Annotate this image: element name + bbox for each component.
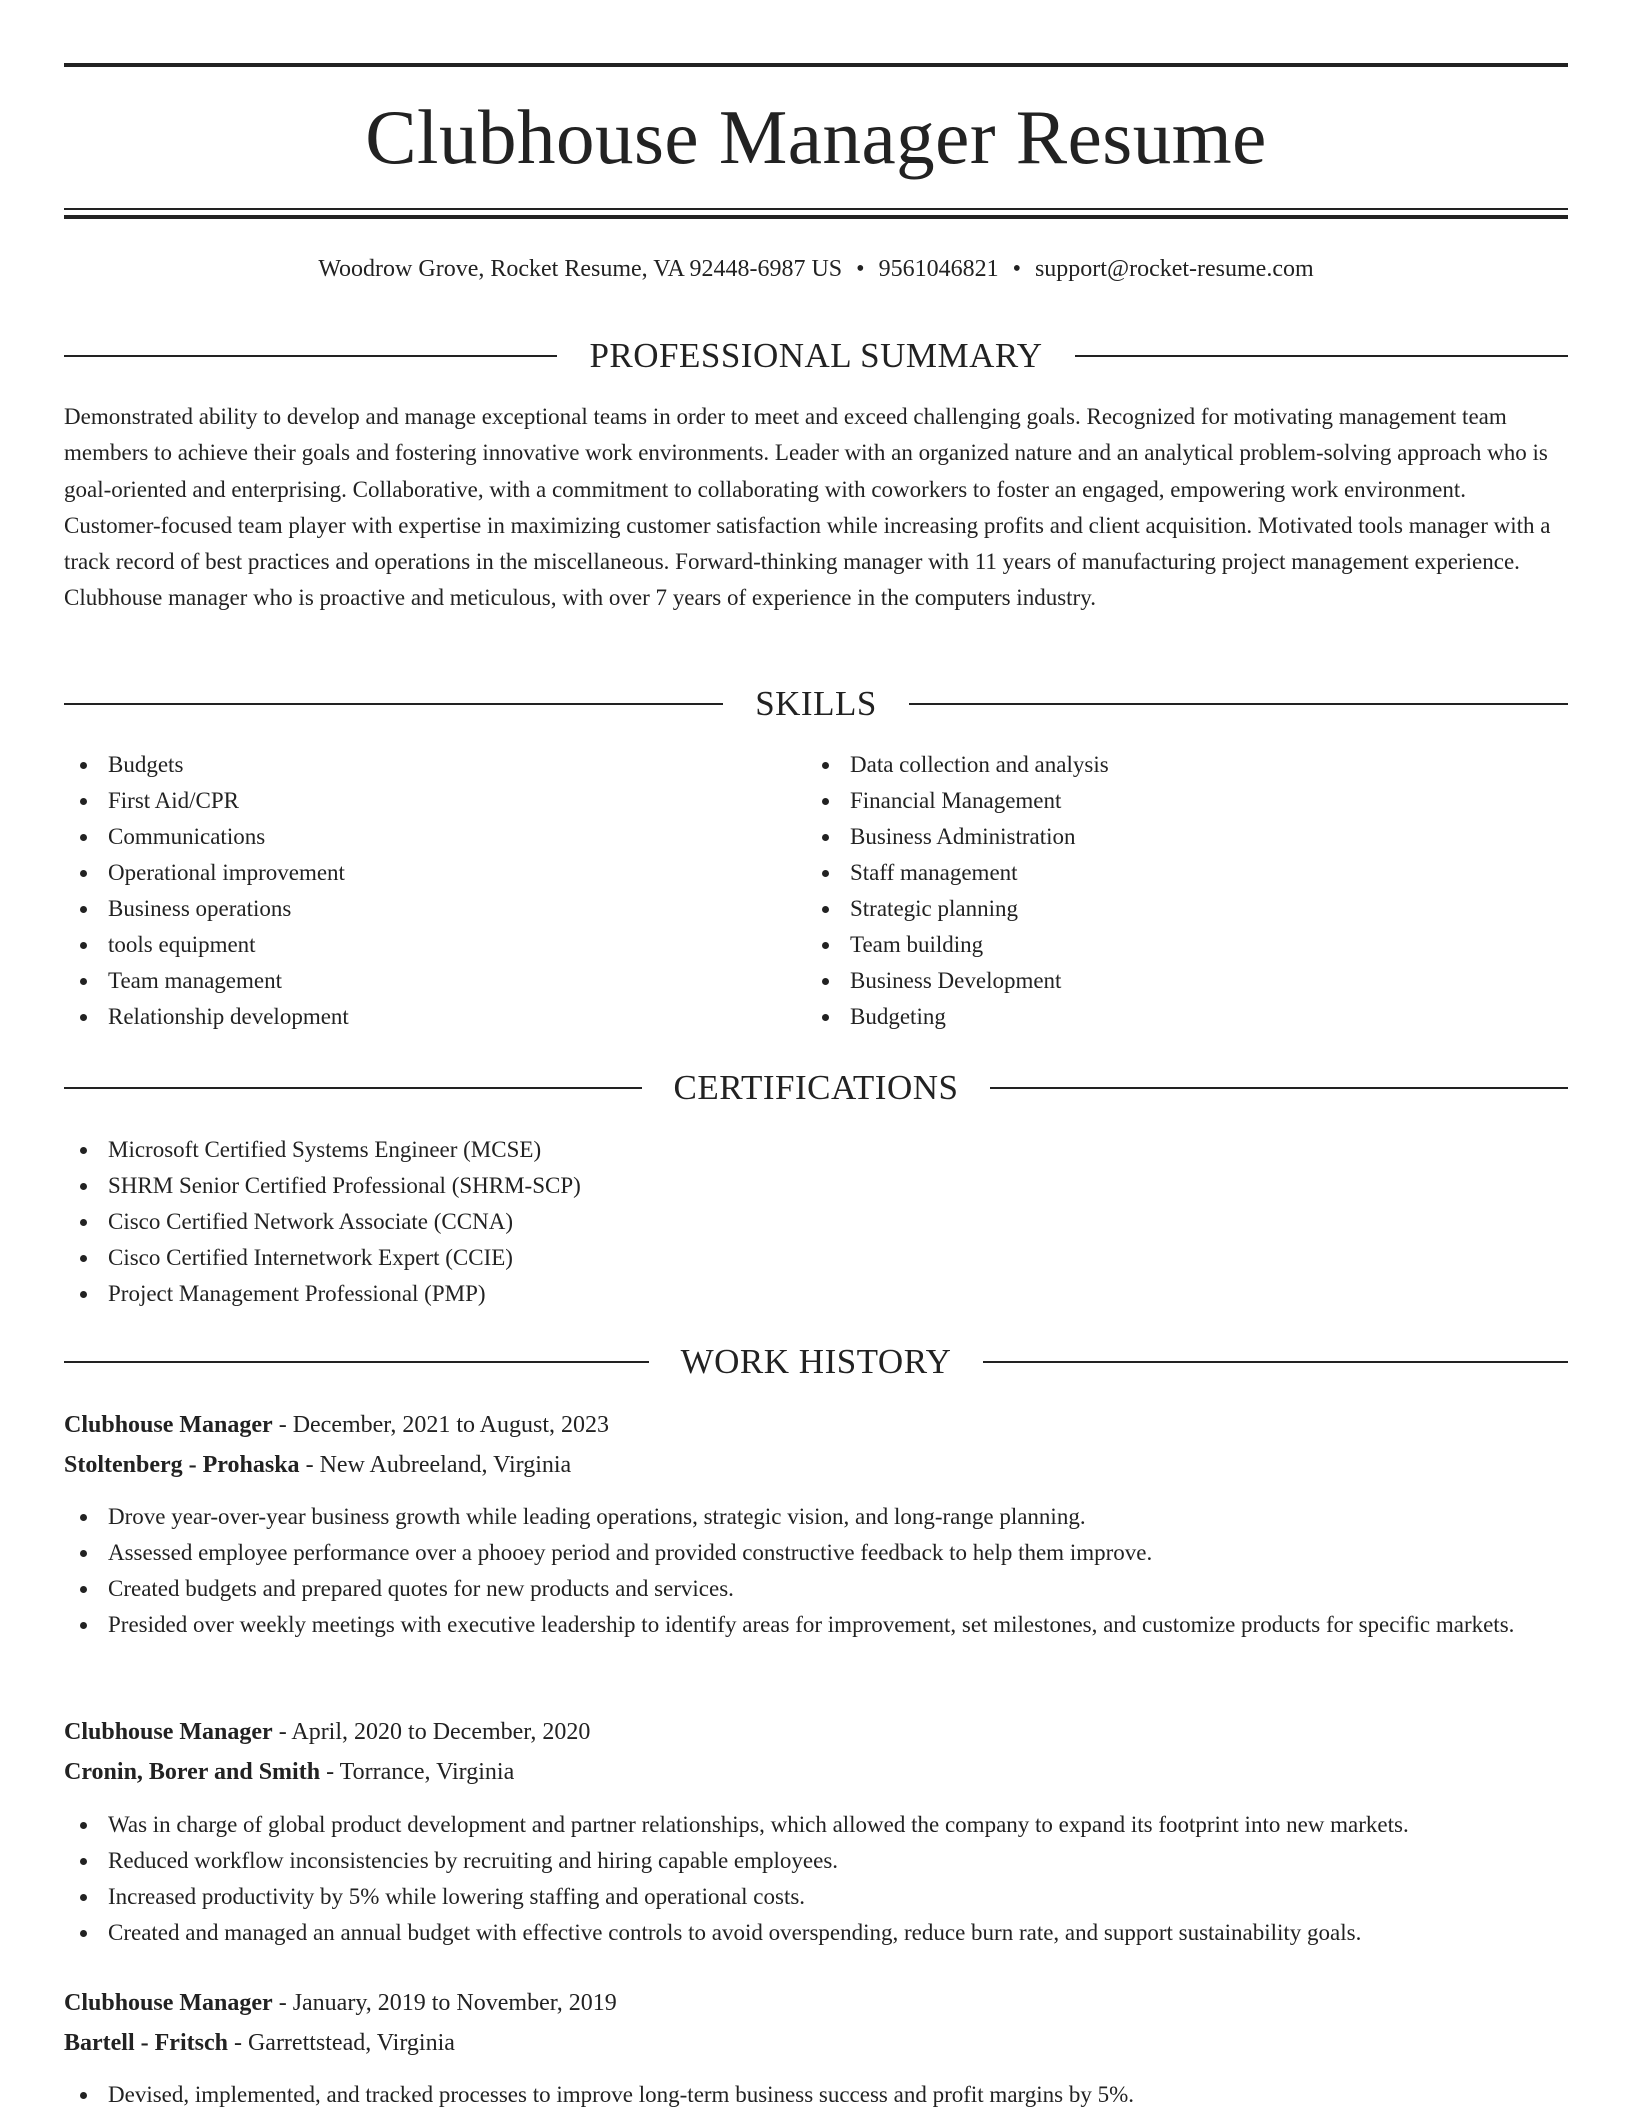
job-company-line (64, 1754, 1568, 1790)
heading-rule-right (983, 1361, 1568, 1363)
job-dash: - (227, 2030, 248, 2056)
job-bullet: Reduced workflow inconsistencies by recruiting and hiring capable employees. (64, 1843, 1568, 1879)
header-bottom-rule-1 (64, 208, 1568, 210)
job-dates: April, 2020 to December, 2020 (291, 1719, 591, 1745)
summary-heading (64, 334, 1568, 378)
job-company: Cronin, Borer and Smith (64, 1759, 321, 1785)
job-bullet: Assessed employee performance over a phooey period and provided constructive feedback to help them improve. (64, 1535, 1568, 1571)
heading-rule-right (990, 1087, 1568, 1089)
heading-rule-left (64, 1087, 642, 1089)
skills-list-left (64, 747, 804, 1035)
job-bullet: Created budgets and prepared quotes for new products and services. (64, 1571, 1568, 1607)
skill-item: Operational improvement (64, 855, 804, 891)
job-title: Clubhouse Manager (64, 1719, 273, 1745)
certification-item: Cisco Certified Internetwork Expert (CCIE) (64, 1240, 1568, 1276)
job-location: New Aubreeland, Virginia (319, 1452, 572, 1478)
contact-separator: • (1012, 256, 1021, 282)
job-company-line (64, 2025, 1568, 2061)
skills-heading (64, 682, 1568, 726)
job-company-line (64, 1447, 1568, 1483)
job-bullet: Increased productivity by 5% while lowering staffing and operational costs. (64, 1879, 1568, 1915)
job-company: Bartell - Fritsch (64, 2030, 228, 2056)
skill-item: Communications (64, 819, 804, 855)
job-bullet: Drove year-over-year business growth while leading operations, strategic vision, and long-range planning. (64, 1499, 1568, 1535)
job-dates: January, 2019 to November, 2019 (292, 1990, 617, 2016)
skills-heading-label: SKILLS (755, 684, 877, 723)
skill-item: Budgets (64, 747, 804, 783)
certifications-list (64, 1132, 1568, 1312)
skill-item: Data collection and analysis (806, 747, 1566, 783)
job-bullet: Created and managed an annual budget with effective controls to avoid overspending, reduce burn rate, and support sustainability goals. (64, 1915, 1568, 1951)
job-dash: - (299, 1452, 320, 1478)
heading-rule-left (64, 703, 723, 705)
work-history-heading (64, 1340, 1568, 1384)
header-bottom-rule-2 (64, 215, 1568, 219)
contact-phone: 9561046821 (878, 256, 999, 282)
summary-heading-label: PROFESSIONAL SUMMARY (589, 336, 1043, 375)
skill-item: Financial Management (806, 783, 1566, 819)
skill-item: tools equipment (64, 927, 804, 963)
skill-item: First Aid/CPR (64, 783, 804, 819)
certification-item: Project Management Professional (PMP) (64, 1276, 1568, 1312)
header-top-rule (64, 63, 1568, 67)
skill-item: Budgeting (806, 999, 1566, 1035)
certifications-heading-label: CERTIFICATIONS (673, 1068, 959, 1107)
job-dash: - (272, 1719, 292, 1745)
heading-rule-left (64, 355, 557, 357)
skill-item: Business Development (806, 963, 1566, 999)
skill-item: Strategic planning (806, 891, 1566, 927)
skill-item: Business Administration (806, 819, 1566, 855)
contact-separator: • (856, 256, 865, 282)
certification-item: SHRM Senior Certified Professional (SHRM-SCP) (64, 1168, 1568, 1204)
job-bullet: Devised, implemented, and tracked processes to improve long-term business success and profit margins by 5%. (64, 2077, 1568, 2113)
certifications-heading (64, 1066, 1568, 1110)
summary-text: Demonstrated ability to develop and manage exceptional teams in order to meet and exceed challenging goals. Recognized for motivating management team members to achieve their goals and fostering innovative work environments. Leader with an organized nature and an analytical problem-solving approach who is goal-oriented and enterprising. Collaborative, with a commitment to collaborating with coworkers to foster an engaged, empowering work environment. Customer-focused team player with expertise in maximizing customer satisfaction while increasing profits and client acquisition. Motivated tools manager with a track record of best practices and operations in the miscellaneous. Forward-thinking manager with 11 years of manufacturing project management experience. Clubhouse manager who is proactive and meticulous, with over 7 years of experience in the computers industry. (64, 404, 1551, 611)
job-title: Clubhouse Manager (64, 1412, 273, 1438)
job-bullet: Presided over weekly meetings with executive leadership to identify areas for improvement, set milestones, and customize products for specific markets. (64, 1607, 1568, 1643)
skill-item: Team building (806, 927, 1566, 963)
job-dash: - (272, 1990, 293, 2016)
work-history-heading-label: WORK HISTORY (680, 1342, 952, 1381)
job-title-line (64, 1714, 1568, 1750)
job-bullets (64, 1807, 1568, 1951)
certification-item: Cisco Certified Network Associate (CCNA) (64, 1204, 1568, 1240)
job-company: Stoltenberg - Prohaska (64, 1452, 300, 1478)
job-title-line (64, 1985, 1568, 2021)
page-title: Clubhouse Manager Resume (365, 94, 1267, 180)
skill-item: Relationship development (64, 999, 804, 1035)
heading-rule-left (64, 1361, 649, 1363)
job-bullets (64, 2077, 1568, 2113)
skills-list-right (806, 747, 1566, 1035)
job-title-line (64, 1407, 1568, 1443)
contact-email: support@rocket-resume.com (1034, 256, 1314, 282)
job-dash: - (320, 1759, 340, 1785)
job-bullets (64, 1499, 1568, 1643)
skill-item: Staff management (806, 855, 1566, 891)
job-bullet: Was in charge of global product development and partner relationships, which allowed the company to expand its footprint into new markets. (64, 1807, 1568, 1843)
job-dates: December, 2021 to August, 2023 (292, 1412, 610, 1438)
skill-item: Team management (64, 963, 804, 999)
job-location: Garrettstead, Virginia (247, 2030, 455, 2056)
heading-rule-right (909, 703, 1568, 705)
job-dash: - (272, 1412, 293, 1438)
job-title: Clubhouse Manager (64, 1990, 273, 2016)
certification-item: Microsoft Certified Systems Engineer (MCSE) (64, 1132, 1568, 1168)
heading-rule-right (1075, 355, 1568, 357)
contact-line (64, 253, 1568, 285)
contact-address: Woodrow Grove, Rocket Resume, VA 92448-6987 US (318, 256, 843, 282)
skill-item: Business operations (64, 891, 804, 927)
job-location: Torrance, Virginia (339, 1759, 515, 1785)
